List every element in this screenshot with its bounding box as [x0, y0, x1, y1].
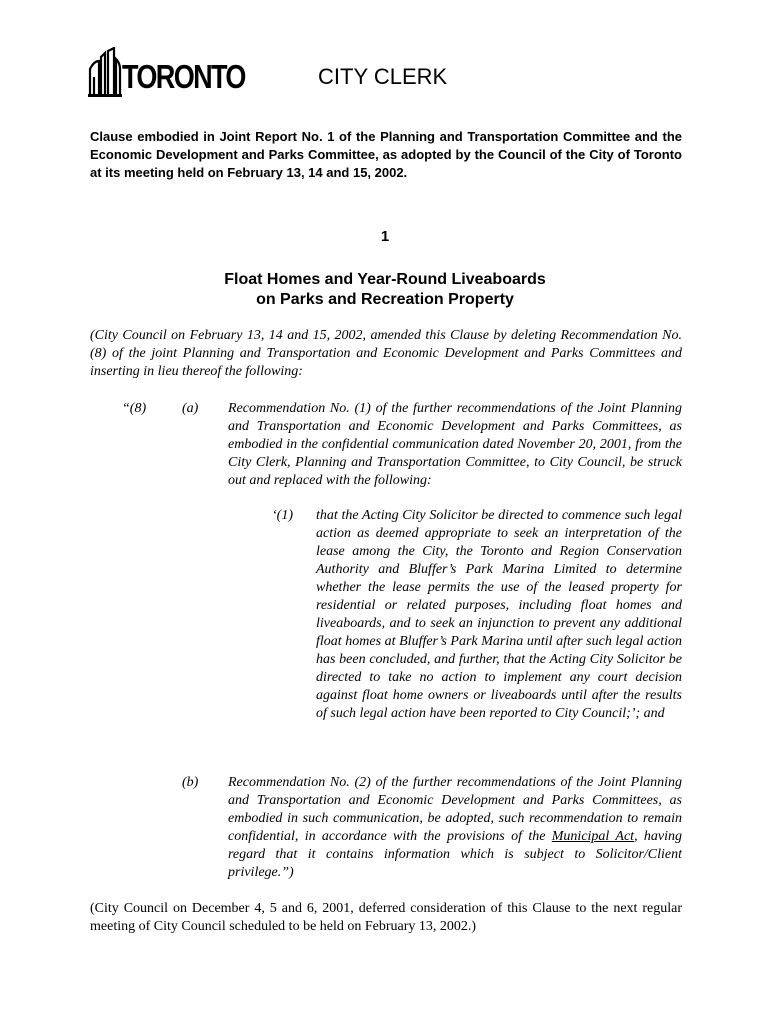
sub-item-label: ‘(1) — [272, 508, 293, 523]
item-b-label: (b) — [182, 775, 199, 790]
header-title: CITY CLERK — [318, 64, 448, 89]
item-number: 1 — [380, 228, 390, 245]
recommendation-number: “(8) — [122, 401, 147, 416]
item-a-label: (a) — [182, 401, 199, 416]
sub-item-text: that the Acting City Solicitor be directed to commence such legal action as deemed appropriate to seek an interpretation of the lease among the City, the Toronto and Region Conservation Authority and Bluffer’s Park Marina Limited to determine whether the lease permits the use of the leased property for residential or related purposes, including float homes and liveaboards, and to seek an injunction to prevent any additional float homes at Bluffer’s Park Marina until after such legal action has been concluded, and further, that the Acting City Solicitor be directed to take no action to implement any court decision against float home owners or liveaboards until after the results of such legal action have been reported to City Council;’; and — [316, 508, 682, 721]
clause-heading — [0, 270, 770, 310]
heading-line-1: Float Homes and Year-Round Liveaboards — [224, 271, 546, 288]
heading-line-2: on Parks and Recreation Property — [256, 291, 514, 308]
city-hall-icon — [88, 47, 122, 97]
item-b-text-start: Recommendation No. (2) of the further recommendations of the Joint Planning and Transportation and Economic Development and Parks Committees, as embodied in such communication, be adopted, such recommendation to remain confidential, in accordance with the provisions of the — [228, 775, 682, 844]
item-b-text — [228, 774, 682, 882]
clause-intro: Clause embodied in Joint Report No. 1 of the Planning and Transportation Committee and the Economic Development and Parks Committee, as adopted by the Council of the City of Toronto at its meeting held on February 13, 14 and 15, 2002. — [90, 129, 682, 180]
amendment-intro: (City Council on February 13, 14 and 15, 2002, amended this Clause by deleting Recommendation No. (8) of the joint Planning and Transportation and Economic Development and Parks Committees and inserting in lieu thereof the following: — [90, 328, 682, 379]
municipal-act-reference: Municipal Act — [551, 829, 635, 844]
logo-wordmark: TORONTO — [122, 58, 245, 95]
toronto-logo — [88, 47, 248, 97]
item-a-text: Recommendation No. (1) of the further recommendations of the Joint Planning and Transportation and Economic Development and Parks Committees, as embodied in the confidential communication dated November 20, 2001, from the City Clerk, Planning and Transportation Committee, to City Council, be struck out and replaced with the following: — [228, 401, 682, 488]
item-b-text-end: , having regard that it contains information which is subject to Solicitor/Client privilege.”) — [228, 829, 683, 880]
deferral-note: (City Council on December 4, 5 and 6, 2001, deferred consideration of this Clause to the next regular meeting of City Council scheduled to be held on February 13, 2002.) — [90, 901, 682, 934]
